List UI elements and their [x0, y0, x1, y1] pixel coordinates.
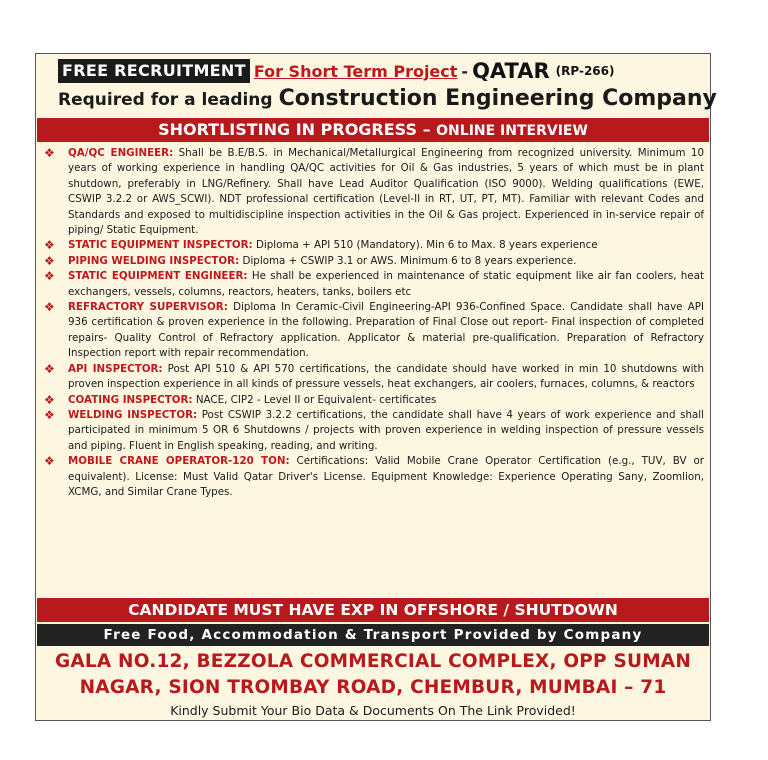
benefits-banner: Free Food, Accommodation & Transport Provided by Company: [37, 624, 709, 646]
job-description: Diploma + CSWIP 3.1 or AWS. Minimum 6 to 8 years experience.: [242, 254, 577, 267]
diamond-bullet-icon: ❖: [44, 269, 55, 284]
list-item: [42, 146, 704, 238]
header-dash: -: [461, 61, 469, 81]
diamond-bullet-icon: ❖: [44, 300, 55, 315]
online-interview-text: ONLINE INTERVIEW: [436, 123, 588, 139]
job-description: Diploma + API 510 (Mandatory). Min 6 to Max. 8 years experience: [255, 239, 598, 252]
job-title: MOBILE CRANE OPERATOR-120 TON:: [68, 455, 290, 468]
list-item: [42, 408, 704, 454]
list-item: [42, 393, 704, 408]
job-description: NACE, CIP2 - Level II or Equivalent- certificates: [195, 393, 437, 406]
address-line-1: GALA NO.12, BEZZOLA COMMERCIAL COMPLEX, OPP SUMAN: [54, 651, 692, 672]
job-advertisement: [35, 53, 717, 721]
diamond-bullet-icon: ❖: [44, 454, 55, 469]
list-item: [42, 300, 704, 362]
company-line: [58, 86, 717, 114]
free-recruitment-badge: FREE RECRUITMENT: [58, 59, 250, 83]
list-item: [42, 269, 704, 300]
job-title: PIPING WELDING INSPECTOR:: [68, 254, 240, 267]
reference-code: (RP-266): [555, 64, 615, 78]
required-text: Required for a leading: [58, 90, 273, 110]
job-title: WELDING INSPECTOR:: [68, 408, 198, 421]
job-description: Diploma In Ceramic-Civil Engineering-API 936-Confined Space. Candidate shall have API 936 certification & proven experience in the following. Preparation of Final Close out report- Final inspection of completed repairs- Quality Control of Refractory application. Applicator & material pre-qualification. Preparation of Refractory Inspection report with repair recommendation.: [68, 301, 704, 360]
company-type: Construction Engineering Company: [278, 86, 717, 111]
diamond-bullet-icon: ❖: [44, 392, 55, 407]
job-description: Shall be B.E/B.S. in Mechanical/Metallurgical Engineering from recognized university. Minimum 10 years of working experience in handling QA/QC activities for Oil & Gas industries, 5 years of which must be in plant shutdown, preferably in LNG/Refinery. Shall have Lead Auditor Qualification (ISO 9000). Welding qualifications (EWE, CSWIP 3.2.2 or AWS_SCWI). NDT professional certification (Level-II in RT, UT, PT, MT). Familiar with relevant Codes and Standards and exposed to multidiscipline inspection activities in the Oil & Gas project. Experienced in in-service repair of piping/ Static Equipment.: [68, 147, 705, 237]
diamond-bullet-icon: ❖: [44, 238, 55, 253]
shortlisting-banner: [37, 118, 709, 142]
job-description: Post CSWIP 3.2.2 certifications, the candidate shall have 4 years of work experience and shall participated in minimum 5 OR 6 Shutdowns / projects with proven experience in welding inspection of pressure vessels and piping. Fluent in English speaking, reading, and writing.: [68, 408, 704, 452]
requirement-banner: CANDIDATE MUST HAVE EXP IN OFFSHORE / SHUTDOWN: [37, 598, 709, 622]
job-description: Post API 510 & API 570 certifications, the candidate should have worked in min 10 shutdowns with proven inspection experience in all kinds of pressure vessels, heat exchangers, air coolers, furnaces, columns, & reactors: [68, 362, 704, 391]
job-title: REFRACTORY SUPERVISOR:: [68, 301, 228, 314]
diamond-bullet-icon: ❖: [44, 361, 55, 376]
job-title: COATING INSPECTOR:: [68, 393, 193, 406]
list-item: [42, 254, 704, 269]
diamond-bullet-icon: ❖: [44, 146, 55, 160]
job-description: He shall be experienced in maintenance of static equipment like air fan coolers, heat exchangers, vessels, columns, reactors, heaters, tanks, boilers etc: [68, 270, 704, 298]
shortlisting-text: SHORTLISTING IN PROGRESS –: [158, 120, 431, 139]
country-name: QATAR: [472, 59, 550, 83]
list-item: [42, 454, 704, 500]
submit-instruction: Kindly Submit Your Bio Data & Documents On The Link Provided!: [170, 703, 576, 718]
address-line-2: NAGAR, SION TROMBAY ROAD, CHEMBUR, MUMBAI – 71: [79, 677, 667, 698]
list-item: [42, 362, 704, 393]
job-title: QA/QC ENGINEER:: [68, 147, 174, 159]
diamond-bullet-icon: ❖: [44, 407, 55, 422]
job-list: [42, 146, 704, 500]
diamond-bullet-icon: ❖: [44, 253, 55, 268]
project-type: For Short Term Project: [253, 61, 458, 81]
header-row: [58, 59, 614, 83]
list-item: [42, 238, 704, 253]
job-title: STATIC EQUIPMENT ENGINEER:: [68, 270, 248, 283]
job-description: Certifications: Valid Mobile Crane Operator Certification (e.g., TUV, BV or equivalent). License: Must Valid Qatar Driver's License. Equipment Knowledge: Experience Operating Sany, Zoomlion, XCMG, and Similar Crane Types.: [68, 455, 704, 498]
job-title: API INSPECTOR:: [68, 362, 163, 375]
job-title: STATIC EQUIPMENT INSPECTOR:: [68, 239, 253, 252]
